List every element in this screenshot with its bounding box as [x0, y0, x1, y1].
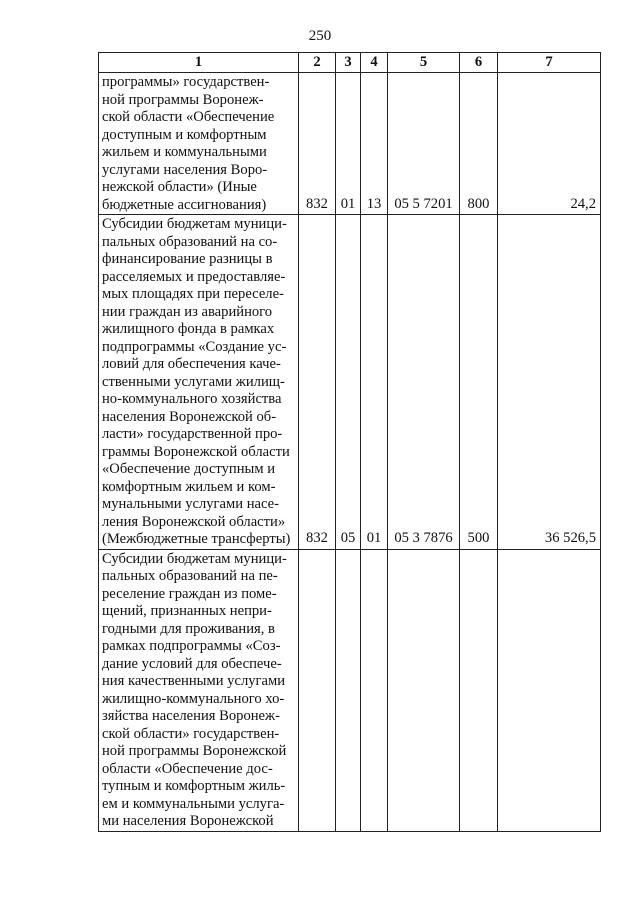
- section-code: 01: [336, 73, 361, 215]
- description-line: жилищно-коммунального хо-: [102, 690, 285, 707]
- description-line: пальных образований на пе-: [102, 568, 278, 584]
- description-line: нежской области» (Иные: [102, 179, 257, 195]
- description-line: ной программы Воронежской: [102, 743, 287, 759]
- description-line: ственными услугами жилищ-: [102, 373, 285, 390]
- expense-type-code: [460, 549, 498, 831]
- target-article-code: 05 5 7201: [388, 73, 460, 215]
- description-line: тупным и комфортным жиль-: [102, 778, 286, 794]
- description-line: ми населения Воронежской: [102, 813, 274, 829]
- table-row: [99, 73, 601, 215]
- ministry-code: 832: [299, 73, 336, 215]
- description-line: нии граждан из аварийного: [102, 303, 273, 320]
- description-line: мых площадях при переселе-: [102, 286, 284, 302]
- row-description: [99, 549, 299, 831]
- description-line: расселяемых и предоставляе-: [102, 268, 286, 285]
- header-cell-3: 3: [336, 53, 361, 73]
- header-cell-1: 1: [99, 53, 299, 73]
- description-line: жилищного фонда в рамках: [102, 321, 275, 337]
- header-cell-5: 5: [388, 53, 460, 73]
- description-line: услугами населения Воро-: [102, 161, 268, 178]
- row-description: [99, 215, 299, 550]
- description-line: дание условий для обеспече-: [102, 655, 282, 672]
- section-code: [336, 549, 361, 831]
- target-article-code: [388, 549, 460, 831]
- header-cell-6: 6: [460, 53, 498, 73]
- description-line: ской области» государствен-: [102, 725, 280, 742]
- description-line: доступным и комфортным: [102, 126, 267, 143]
- description-line: граммы Воронежской области: [102, 443, 290, 460]
- amount: 36 526,5: [498, 215, 601, 550]
- subsection-code: 01: [361, 215, 388, 550]
- description-line: ления Воронежской области»: [102, 513, 286, 530]
- expense-type-code: 500: [460, 215, 498, 550]
- description-line: ем и коммунальными услуга-: [102, 795, 285, 812]
- budget-table: [98, 52, 601, 832]
- subsection-code: [361, 549, 388, 831]
- description-line: годными для проживания, в: [102, 620, 275, 637]
- amount: [498, 549, 601, 831]
- header-cell-7: 7: [498, 53, 601, 73]
- header-cell-4: 4: [361, 53, 388, 73]
- description-line: программы» государствен-: [102, 74, 270, 90]
- description-line: подпрограммы «Создание ус-: [102, 338, 287, 355]
- description-line: ловий для обеспечения каче-: [102, 356, 281, 372]
- subsection-code: 13: [361, 73, 388, 215]
- page-number: 250: [308, 28, 332, 44]
- table-row: [99, 215, 601, 550]
- description-line: ния качественными услугами: [102, 673, 286, 689]
- description-line: области «Обеспечение дос-: [102, 760, 273, 777]
- ministry-code: [299, 549, 336, 831]
- description-line: бюджетные ассигнования): [102, 196, 267, 213]
- header-cell-2: 2: [299, 53, 336, 73]
- description-line: населения Воронежской об-: [102, 408, 277, 425]
- description-line: рамках подпрограммы «Соз-: [102, 638, 281, 654]
- header-row: [99, 53, 601, 73]
- description-line: мунальными услугами насе-: [102, 496, 279, 512]
- description-line: но-коммунального хозяйства: [102, 391, 282, 407]
- description-line: ласти» государственной про-: [102, 426, 283, 442]
- description-line: реселение граждан из поме-: [102, 585, 277, 602]
- description-line: ской области «Обеспечение: [102, 109, 275, 125]
- row-description: [99, 73, 299, 215]
- description-line: финансирование разницы в: [102, 251, 273, 267]
- target-article-code: 05 3 7876: [388, 215, 460, 550]
- description-line: жильем и коммунальными: [102, 144, 267, 160]
- description-line: щений, признанных непри-: [102, 603, 272, 619]
- description-line: зяйства населения Воронеж-: [102, 708, 280, 724]
- ministry-code: 832: [299, 215, 336, 550]
- section-code: 05: [336, 215, 361, 550]
- description-line: пальных образований на со-: [102, 233, 278, 250]
- amount: 24,2: [498, 73, 601, 215]
- description-line: ной программы Воронеж-: [102, 91, 264, 108]
- description-line: Субсидии бюджетам муници-: [102, 550, 287, 567]
- table-row: [99, 549, 601, 831]
- description-line: комфортным жильем и ком-: [102, 478, 276, 495]
- description-line: «Обеспечение доступным и: [102, 461, 276, 477]
- description-line: (Межбюджетные трансферты): [102, 531, 291, 547]
- expense-type-code: 800: [460, 73, 498, 215]
- description-line: Субсидии бюджетам муници-: [102, 216, 287, 232]
